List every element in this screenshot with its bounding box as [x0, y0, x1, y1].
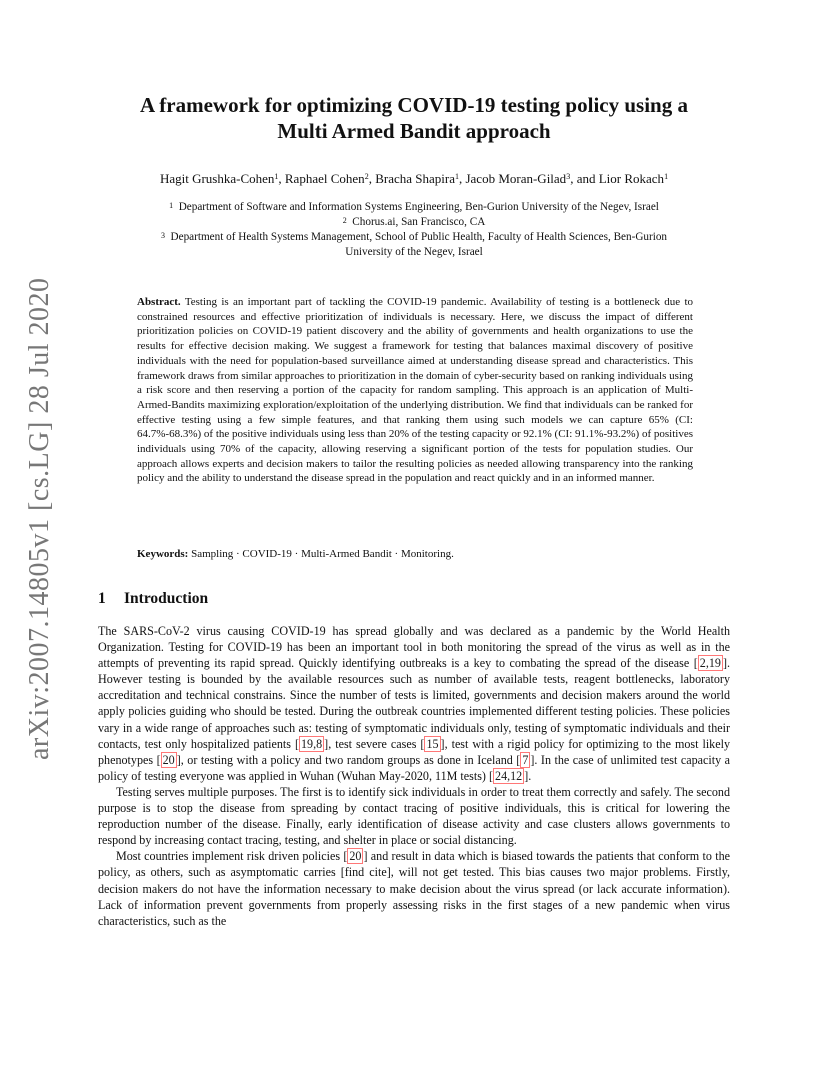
author-separator: , [278, 171, 285, 186]
citation-bracket: [ [420, 736, 425, 751]
paper-title [100, 92, 728, 144]
text-run: . However testing is bounded by the available resources such as number of available tests, reagent bottlenecks, laboratory accreditation and technical constrains. Since the number of tests is limited, governments and decision makers around the world apply policies guiding who should be tested. During the outbreak countries implemented different testing policies. These policies vary in a wide range of approaches such as: testing of symptomatic individuals only, testing of symptomatic individuals and their contacts, test only hospitalized patients [98, 656, 730, 751]
affiliation-3-continued: University of the Negev, Israel [345, 246, 483, 258]
citation-bracket: ] [530, 752, 535, 767]
text-run: The SARS-CoV-2 virus causing COVID-19 has spread globally and was declared as a pandemic by the World Health Organization. Testing for COVID-19 has been an important tool in both monitoring the spread of the virus as well as in the attempts of preventing its rapid spread. Quickly identifying outbreaks is a key to combating the spread of the disease [98, 624, 730, 671]
citation-link[interactable]: 20 [162, 752, 175, 767]
text-run: . In the case of unlimited test capacity a policy of testing everyone was applied in Wuhan (Wuhan May-2020, 11M tests) [98, 752, 731, 783]
citation-bracket: ] [524, 768, 529, 783]
citation-bracket: ] [176, 752, 181, 767]
author-name: Lior Rokach [598, 171, 665, 186]
citation-link[interactable]: 2,19 [699, 656, 721, 671]
title-line-2: Multi Armed Bandit approach [277, 119, 551, 143]
section-title: Introduction [124, 590, 209, 607]
affiliation-number: 1 [169, 201, 174, 210]
arxiv-identifier-stamp: arXiv:2007.14805v1 [cs.LG] 28 Jul 2020 [24, 277, 55, 760]
citation-bracket: [ [693, 656, 698, 671]
author-affiliation-mark: 1 [274, 172, 279, 181]
author-affiliation-mark: 2 [364, 172, 369, 181]
abstract-body: Testing is an important part of tackling the COVID-19 pandemic. Availability of testing is a bottleneck due to constrained resources and effective prioritization of individuals is necessary. Here, we discuss the impact of different prioritization policies on COVID-19 patient discovery and the ability of governments and health organizations to use the results for effective decision making. We suggest a framework for testing that balances maximal discovery of positive individuals with the need for population-based surveillance aimed at understanding disease spread and characteristics. This framework draws from similar approaches to prioritization in the domain of cyber-security based on ranking individuals using a risk score and then reserving a portion of the capacity for random sampling. This approach is an application of Multi-Armed-Bandits maximizing exploration/exploitation of the underlying distribution. We find that individuals can be ranked for effective testing using a few simple features, and that ranking them using such models we can capture 65% (CI: 64.7%-68.3%) of the positive individuals using less than 20% of the testing capacity or 92.1% (CI: 91.1%-93.2%) of positives individuals using 70% of the capacity, allowing reserving a significant portion of the tests for population studies. Our approach allows experts and decision makers to tailor the resulting policies as needed allowing transparency into the ranking policy and the ability to understand the disease spread in the population and react quickly and in an informed manner. [137, 296, 693, 485]
title-line-1: A framework for optimizing COVID-19 testing policy using a [140, 93, 688, 117]
author-name: Jacob Moran-Gilad [465, 171, 567, 186]
citation-bracket: ] [722, 656, 727, 671]
citation-bracket: [ [343, 849, 348, 864]
citation-bracket: [ [516, 752, 521, 767]
citation-bracket: ] [440, 736, 445, 751]
section-heading [98, 589, 208, 609]
keywords [137, 547, 693, 561]
affiliation-text: Chorus.ai, San Francisco, CA [352, 216, 486, 228]
author-separator: , [458, 171, 466, 186]
author-separator: , [368, 171, 376, 186]
text-run: , test severe cases [328, 736, 421, 751]
text-run: Most countries implement risk driven policies [116, 849, 344, 864]
text-run: . [528, 768, 532, 783]
abstract [137, 295, 693, 486]
keywords-label: Keywords: [137, 548, 189, 560]
citation-bracket: [ [294, 736, 299, 751]
introduction-body [98, 623, 730, 929]
affiliation-number: 3 [160, 231, 165, 240]
author-name: Hagit Grushka-Cohen [159, 171, 275, 186]
paragraph [98, 848, 730, 928]
author-separator: , and [570, 171, 599, 186]
citation-link[interactable]: 7 [522, 752, 529, 767]
citation-link[interactable]: 15 [426, 736, 439, 751]
paragraph: Testing serves multiple purposes. The first is to identify sick individuals in order to treat them correctly and safely. The second purpose is to stop the disease from spreading by contact tracing of positive individuals, this is critical for lowering the reproduction number of the disease. Finally, early identification of disease activity and case clusters allows governments to respond by increasing contact tracing, testing, and shelter in place or social distancing. [98, 784, 730, 848]
citation-bracket: [ [488, 768, 494, 783]
affiliation-2 [100, 215, 728, 230]
keywords-list: Sampling · COVID-19 · Multi-Armed Bandit · Monitoring. [191, 548, 454, 560]
author-affiliation-mark: 1 [454, 172, 459, 181]
affiliation-1 [100, 200, 728, 215]
author-name: Raphael Cohen [284, 171, 365, 186]
text-run: , or testing with a policy and two random groups as done in Iceland [180, 752, 517, 767]
affiliations [100, 200, 728, 260]
text-run: and result in data which is biased towards the patients that conform to the policy, as others, such as asymptomatic carries [find cite], will not get tested. This bias causes two major problems. Firstly, decision makers do not have the information necessary to make decision about the virus spread (or lack accurate information). Lack of information prevent governments from properly assessing risks in the first stages of a new pandemic when virus characteristics, such as the [98, 849, 730, 928]
author-affiliation-mark: 1 [664, 172, 669, 181]
paragraph [98, 623, 730, 784]
author-affiliation-mark: 3 [566, 172, 571, 181]
affiliation-text: Department of Health Systems Management, School of Public Health, Faculty of Health Sciences, Ben-Gurion [170, 231, 668, 243]
citation-bracket: [ [156, 752, 161, 767]
citation-link[interactable]: 19,8 [301, 736, 323, 751]
abstract-label: Abstract. [137, 296, 181, 308]
affiliation-3 [100, 230, 728, 245]
author-name: Bracha Shapira [375, 171, 455, 186]
citation-link[interactable]: 20 [349, 849, 362, 864]
author-list [100, 170, 728, 187]
affiliation-number: 2 [342, 216, 347, 225]
citation-bracket: ] [324, 736, 329, 751]
citation-link[interactable]: 24,12 [495, 768, 523, 783]
section-number: 1 [98, 590, 106, 607]
citation-bracket: ] [363, 849, 368, 864]
text-run: , test with a rigid policy for optimizing to the most likely phenotypes [98, 736, 730, 767]
affiliation-text: Department of Software and Information Systems Engineering, Ben-Gurion University of the Negev, Israel [178, 201, 659, 213]
